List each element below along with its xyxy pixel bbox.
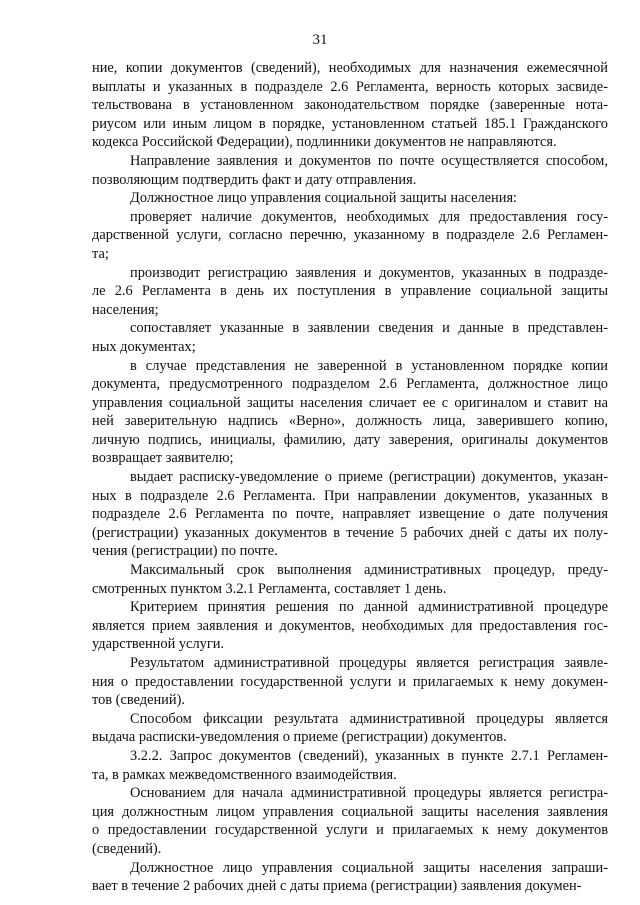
paragraph (92, 710, 608, 747)
text-line: Результатом административной процедуры является регистрация заявле- (130, 655, 608, 671)
text-line: о предоставлении государственной услуги и прилагаемых к нему документов (92, 822, 608, 839)
text-line: личную подпись, инициалы, фамилию, дату заверения, оригиналы документов (92, 431, 608, 448)
text-line: населения; (92, 301, 159, 318)
paragraph (92, 152, 608, 189)
paragraph (92, 208, 608, 264)
paragraph (92, 784, 608, 858)
paragraph (92, 654, 608, 710)
text-line: та; (92, 245, 109, 262)
text-line: позволяющим подтвердить факт и дату отправления. (92, 171, 417, 188)
text-line: риусом или иным лицом в порядке, установленном статьей 185.1 Гражданского (92, 115, 608, 132)
paragraph (92, 319, 608, 356)
text-line: выдает расписку-уведомление о приеме (регистрации) документов, указан- (130, 469, 608, 486)
text-line: Критерием принятия решения по данной административной процедуре (130, 599, 608, 616)
text-line: проверяет наличие документов, необходимых для предоставления госу- (130, 208, 608, 225)
paragraph (92, 264, 608, 320)
text-line: Должностное лицо управления социальной защиты населения: (130, 190, 518, 207)
text-line: 3.2.2. Запрос документов (сведений), указанных в пункте 2.7.1 Регламен- (130, 747, 608, 764)
text-line: Должностное лицо управления социальной защиты населения запраши- (130, 859, 608, 876)
text-line: документа, предусмотренного подразделом 2.6 Регламента, должностное лицо (92, 376, 608, 393)
paragraph (92, 357, 608, 469)
text-line: (сведений). (92, 840, 162, 857)
text-line: Способом фиксации результата административной процедуры является (130, 710, 608, 727)
text-line: ние, копии документов (сведений), необходимых для назначения ежемесячной (92, 60, 608, 76)
document-body (92, 59, 608, 896)
text-line: (регистрации) указанных документов в течение 5 рабочих дней с даты их полу- (92, 524, 608, 541)
text-line: кодекса Российской Федерации), подлинники документов не направляются. (92, 134, 557, 151)
text-line: ударственной услуги. (92, 636, 225, 653)
text-line: Основанием для начала административной процедуры является регистра- (130, 785, 608, 802)
text-line: производит регистрацию заявления и документов, указанных в подразде- (130, 264, 608, 281)
paragraph (92, 561, 608, 598)
text-line: является прием заявления и документов, необходимых для предоставления гос- (92, 617, 608, 634)
text-line: ных документах; (92, 338, 196, 355)
text-line: сопоставляет указанные в заявлении сведения и данные в представлен- (130, 320, 608, 337)
text-line: та, в рамках межведомственного взаимодействия. (92, 766, 397, 783)
paragraph (92, 747, 608, 784)
text-line: выплаты и указанных в подразделе 2.6 Регламента, верность которых засвиде- (92, 78, 608, 95)
text-line: ция должностным лицом управления социальной защиты населения заявления (92, 803, 608, 820)
text-line: тельствована в установленном законодательством порядке (заверенные нота- (92, 97, 608, 114)
text-line: Направление заявления и документов по почте осуществляется способом, (130, 152, 608, 169)
text-line: ных в подразделе 2.6 Регламента. При направлении документов, указанных в (92, 487, 608, 504)
text-line: чения (регистрации) по почте. (92, 543, 278, 560)
text-line: вает в течение 2 рабочих дней с даты приема (регистрации) заявления докумен- (92, 878, 582, 895)
text-line: подразделе 2.6 Регламента по почте, направляет извещение о дате получения (92, 506, 608, 523)
text-line: ней заверительную надпись «Верно», должность лица, заверившего копию, (92, 413, 608, 430)
paragraph (92, 189, 608, 208)
text-line: ния о предоставлении государственной услуги и прилагаемых к нему докумен- (92, 673, 608, 690)
text-line: в случае представления не заверенной в установленном порядке копии (130, 357, 608, 374)
paragraph (92, 859, 608, 896)
text-line: ле 2.6 Регламента в день их поступления в управление социальной защиты (92, 283, 608, 300)
paragraph (92, 598, 608, 654)
text-line: смотренных пунктом 3.2.1 Регламента, составляет 1 день. (92, 580, 447, 597)
paragraph (92, 468, 608, 561)
text-line: управления социальной защиты населения сличает ее с оригиналом и ставит на (92, 394, 608, 411)
text-line: тов (сведений). (92, 692, 185, 709)
page-number: 31 (312, 32, 328, 48)
text-line: дарственной услуги, согласно перечню, указанному в подразделе 2.6 Регламен- (92, 227, 608, 244)
text-line: Максимальный срок выполнения административных процедур, преду- (130, 562, 608, 579)
text-line: выдача расписки-уведомления о приеме (регистрации) документов. (92, 729, 507, 746)
paragraph (92, 59, 608, 152)
text-line: возвращает заявителю; (92, 450, 234, 467)
